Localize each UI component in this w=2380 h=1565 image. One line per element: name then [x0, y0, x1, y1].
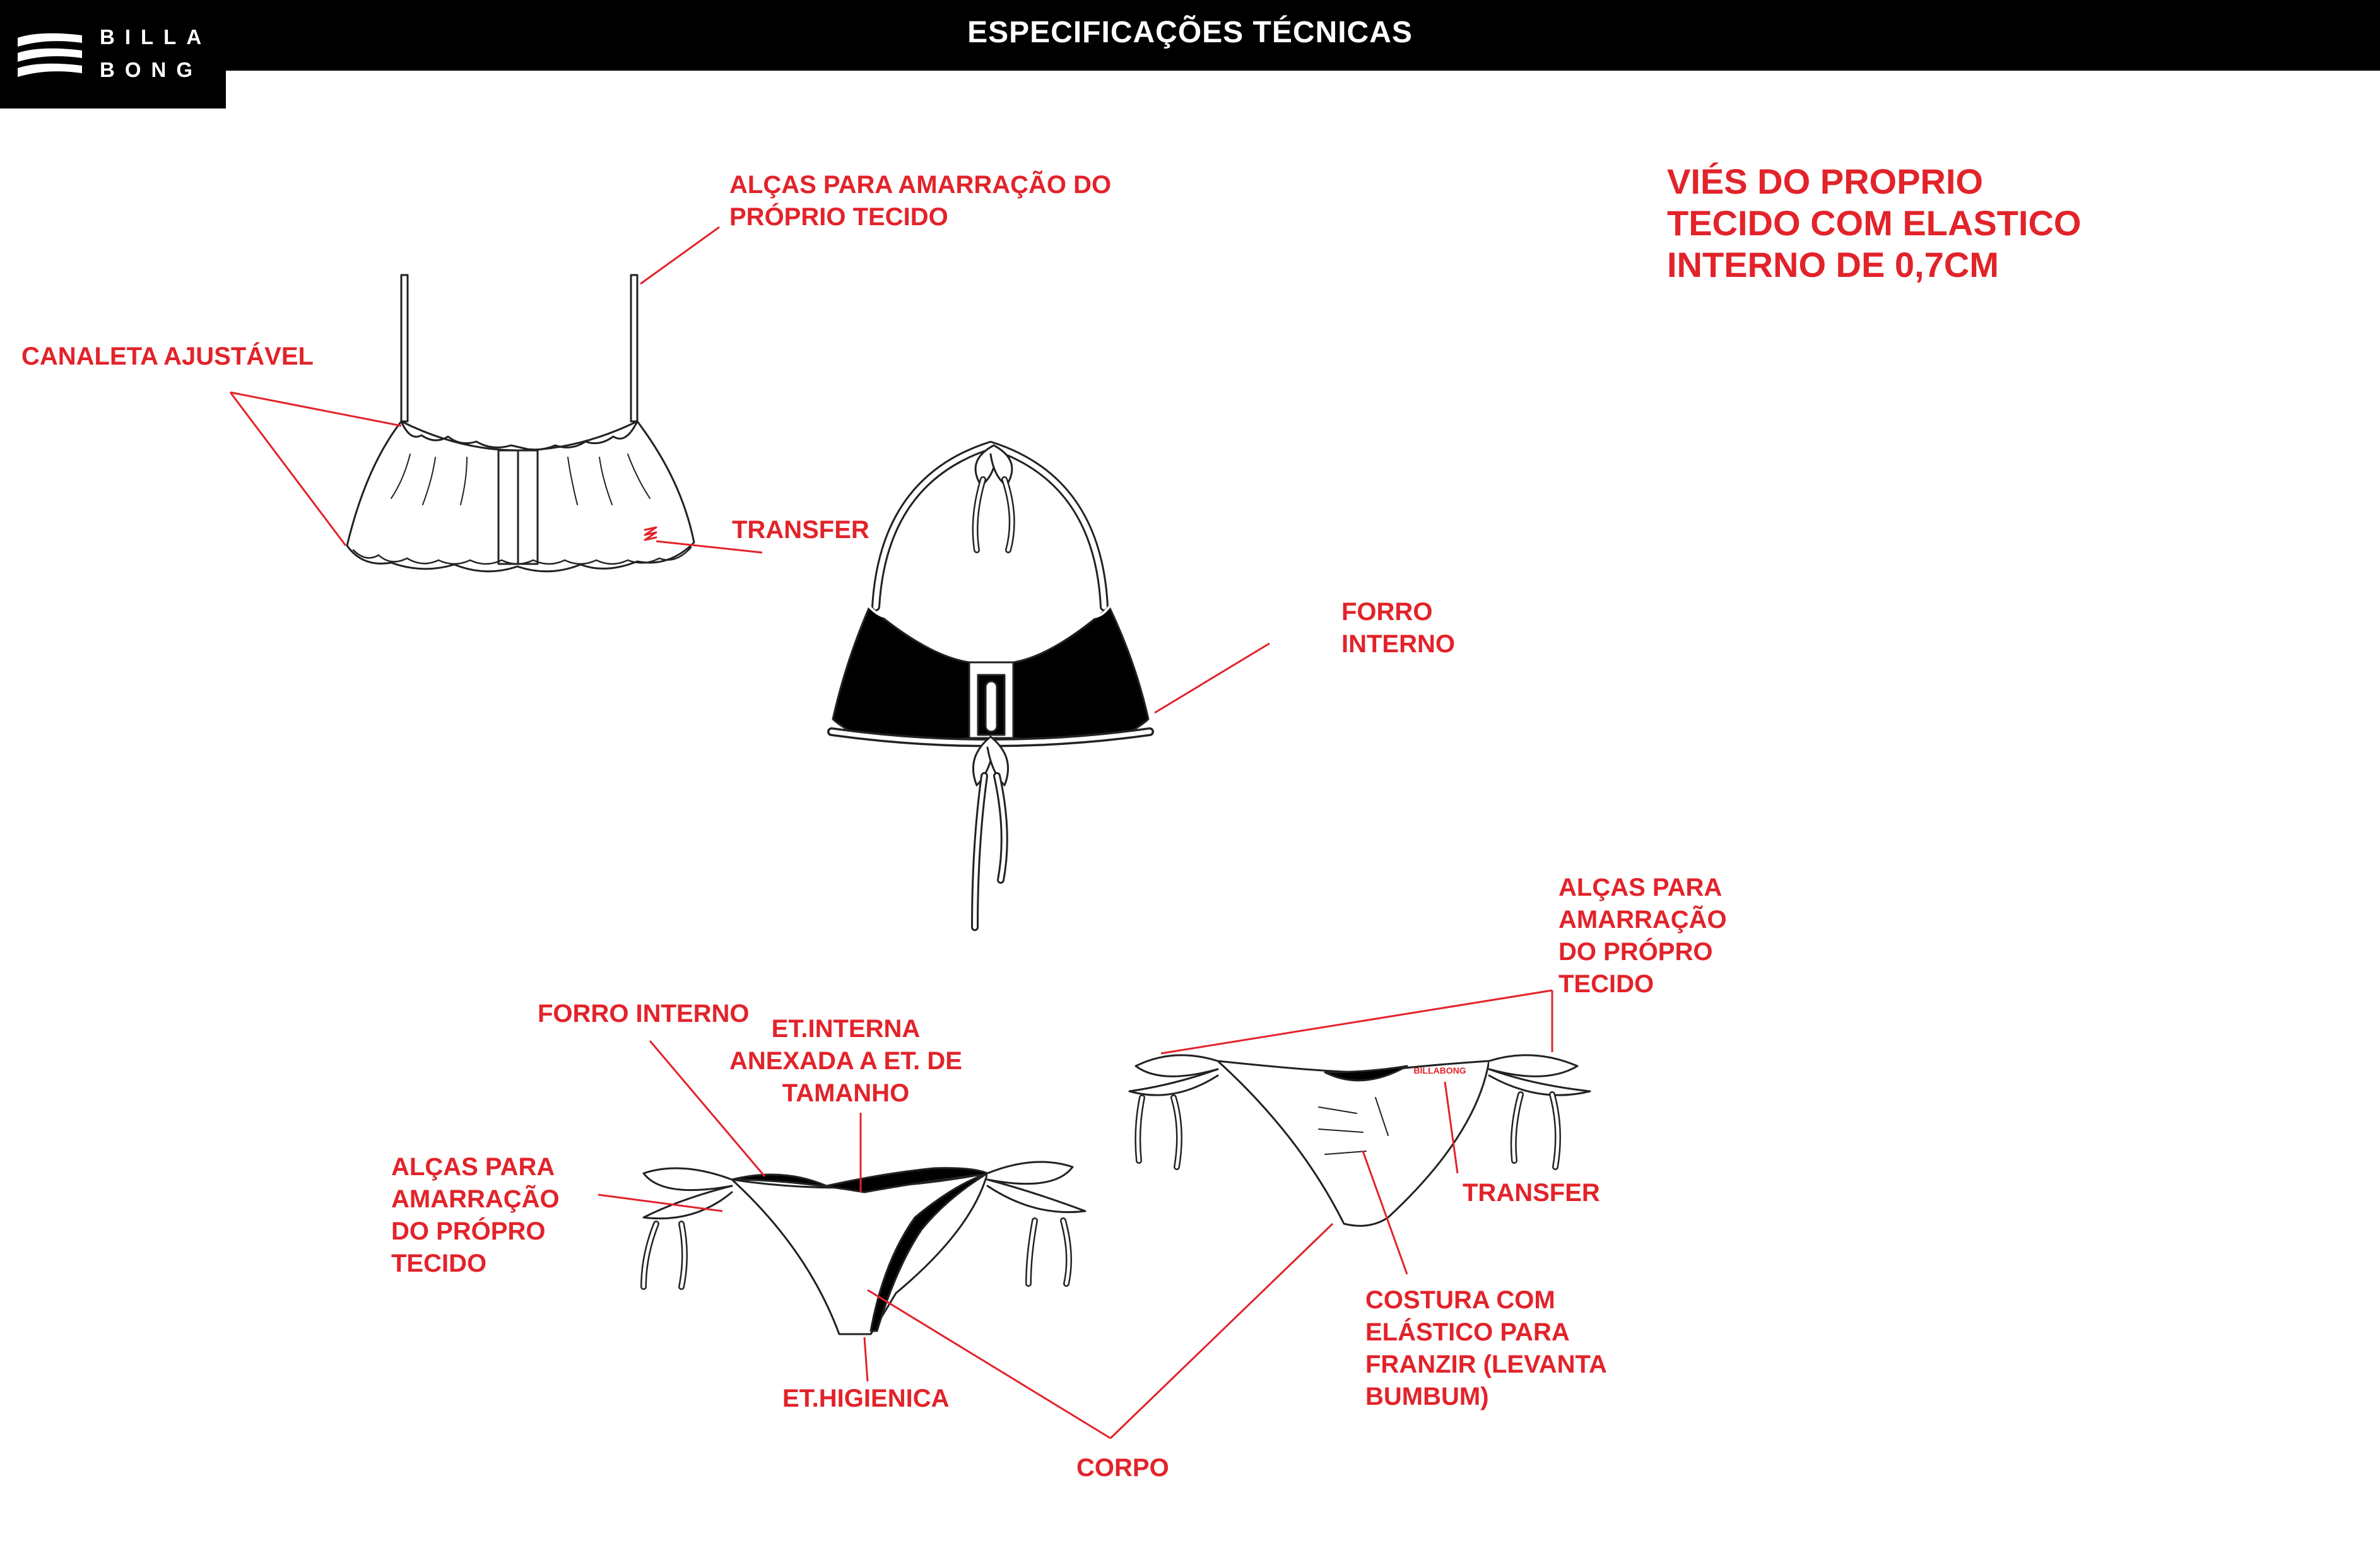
label-inner-tag: ET.INTERNA ANEXADA A ET. DE TAMANHO — [729, 1015, 962, 1107]
label-bottom-straps-right: ALÇAS PARA AMARRAÇÃO DO PRÓPRO TECIDO — [1558, 874, 1727, 998]
label-gather-seam: COSTURA COM ELÁSTICO PARA FRANZIR (LEVANTA BUMBUM) — [1365, 1286, 1607, 1410]
label-inner-lining-top: FORRO INTERNO — [1341, 598, 1455, 658]
label-hygiene-tag: ET.HIGIENICA — [782, 1385, 950, 1412]
label-transfer-bottom: TRANSFER — [1463, 1179, 1600, 1207]
label-inner-lining-bottom: FORRO INTERNO — [538, 1000, 750, 1028]
brand-text-line1: BILLA — [100, 25, 212, 49]
label-adjustable-channel: CANALETA AJUSTÁVEL — [21, 343, 314, 370]
bikini-top-back — [832, 445, 1150, 927]
label-top-straps: ALÇAS PARA AMARRAÇÃO DO PRÓPRIO TECIDO — [729, 171, 1112, 231]
label-bottom-straps-left: ALÇAS PARA AMARRAÇÃO DO PRÓPRO TECIDO — [391, 1153, 560, 1277]
transfer-print: BILLABONG — [1413, 1065, 1466, 1076]
bikini-bottom-front — [644, 1162, 1085, 1334]
bikini-top-front — [347, 275, 694, 571]
label-body: CORPO — [1076, 1454, 1169, 1482]
label-bias-note: VIÉS DO PROPRIO TECIDO COM ELASTICO INTERNO DE 0,7CM — [1667, 161, 2082, 284]
label-transfer-top: TRANSFER — [732, 516, 869, 544]
page-title: ESPECIFICAÇÕES TÉCNICAS — [967, 16, 1413, 49]
brand-text-line2: BONG — [100, 58, 203, 81]
